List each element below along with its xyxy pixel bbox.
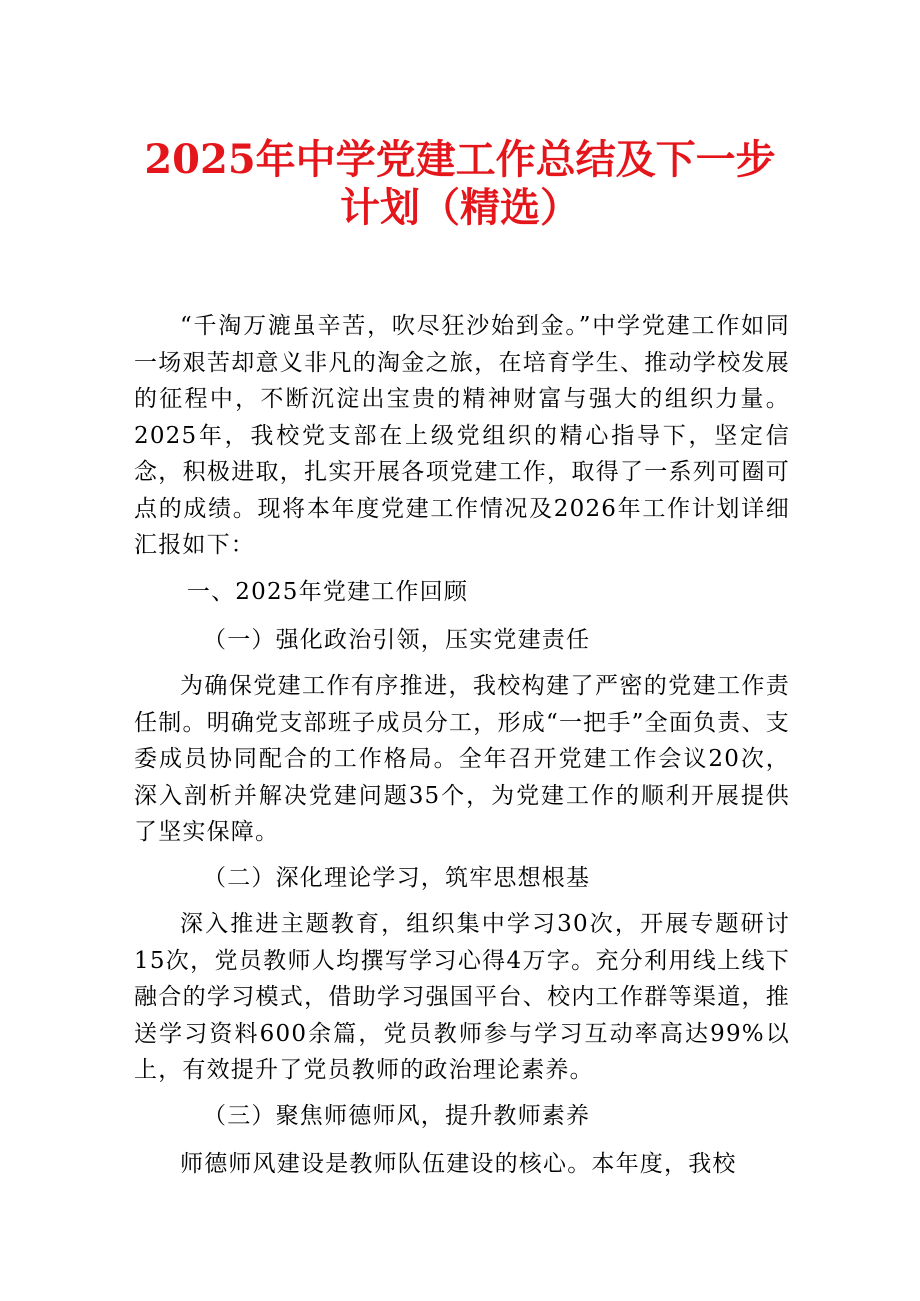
subsection-body-2: 深入推进主题教育，组织集中学习30次，开展专题研讨15次，党员教师人均撰写学习心得4万字。充分利用线上线下融合的学习模式，借助学习强国平台、校内工作群等渠道，推送学习资料600余篇，党员教师参与学习互动率高达99%以上，有效提升了党员教师的政治理论素养。 [134, 911, 790, 1083]
subsection-heading-1: （一）强化政治引领，压实党建责任 [203, 627, 591, 653]
intro-paragraph: “千淘万漉虽辛苦，吹尽狂沙始到金。”中学党建工作如同一场艰苦却意义非凡的淘金之旅，在培育学生、推动学校发展的征程中，不断沉淀出宝贵的精神财富与强大的组织力量。2025年，我校党支部在上级党组织的精心指导下，坚定信念，积极进取，扎实开展各项党建工作，取得了一系列可圈可点的成绩。现将本年度党建工作情况及2026年工作计划详细汇报如下： [134, 313, 790, 558]
subsection-heading-3: （三）聚焦师德师风，提升教师素养 [203, 1103, 591, 1129]
subsection-heading-2: （二）深化理论学习，筑牢思想根基 [203, 865, 591, 891]
document-title-line-2: 计划（精选） [340, 184, 580, 231]
section-heading-review: 一、2025年党建工作回顾 [186, 579, 469, 605]
subsection-body-3: 师德师风建设是教师队伍建设的核心。本年度，我校 [180, 1151, 737, 1177]
document-title-line-1: 2025年中学党建工作总结及下一步 [144, 136, 776, 183]
subsection-body-1: 为确保党建工作有序推进，我校构建了严密的党建工作责任制。明确党支部班子成员分工，形成“一把手”全面负责、支委成员协同配合的工作格局。全年召开党建工作会议20次，深入剖析并解决党建问题35个，为党建工作的顺利开展提供了坚实保障。 [134, 673, 790, 845]
